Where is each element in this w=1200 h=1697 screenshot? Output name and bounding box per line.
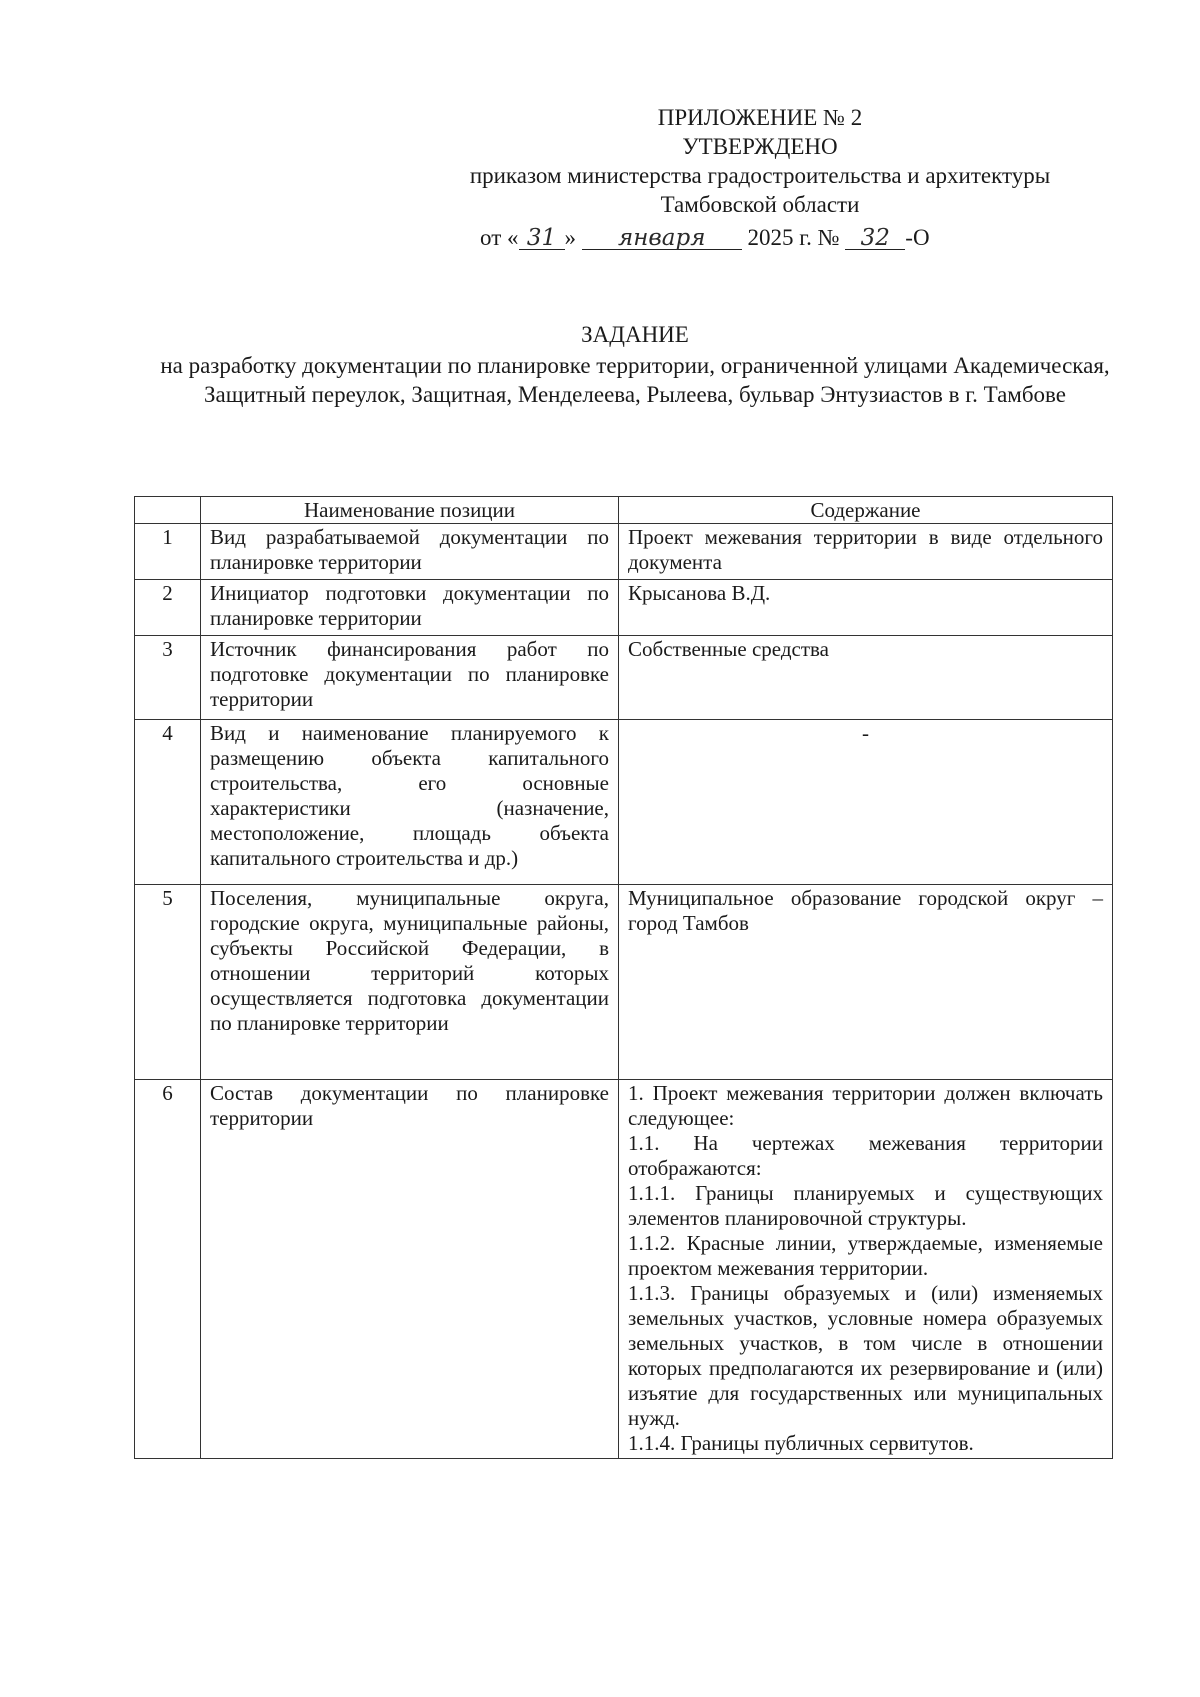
order-line-2: Тамбовской области [660,192,860,217]
order-suffix: -О [905,225,930,250]
order-date-line [380,223,1140,252]
approval-block [380,103,1140,252]
handwritten-month: января [582,227,742,250]
approved-label: УТВЕРЖДЕНО [682,134,838,159]
content-paragraph: 1.1. На чертежах межевания территории отображаются: [628,1131,1103,1180]
table-row [135,885,1113,1080]
table-row [135,580,1113,636]
table-row [135,1080,1113,1459]
content-paragraph: 1.1.3. Границы образуемых и (или) изменяемых земельных участков, условные номера образуемых земельных участков, в том числе в отношении которых предполагаются их резервирование и (или) изъятие для государственных или муниципальных нужд. [628,1281,1103,1430]
row-name: Инициатор подготовки документации по планировке территории [201,580,619,636]
row-name: Вид разрабатываемой документации по планировке территории [201,524,619,580]
row-name: Вид и наименование планируемого к размещению объекта капитального строительства, его основные характеристики (назначение, местоположение, площадь объекта капитального строительства и др.) [201,720,619,885]
row-number: 5 [135,885,201,1080]
content-paragraph: 1.1.4. Границы публичных сервитутов. [628,1431,974,1455]
table-header-row [135,497,1113,524]
order-line-1: приказом министерства градостроительства и архитектуры [469,163,1051,188]
row-name: Состав документации по планировке территории [201,1080,619,1459]
task-table [134,496,1113,1459]
content-paragraph: 1. Проект межевания территории должен включать следующее: [628,1081,1103,1130]
handwritten-day: 31 [519,227,565,250]
date-prefix: от « [480,225,519,250]
row-name: Источник финансирования работ по подготовке документации по планировке территории [201,636,619,720]
row-content: - [619,720,1113,885]
row-number: 3 [135,636,201,720]
document-subtitle: на разработку документации по планировке территории, ограниченной улицами Академическая, Защитный переулок, Защитная, Менделеева, Рылеева, бульвар Энтузиастов в г. Тамбове [160,353,1110,407]
row-number: 4 [135,720,201,885]
handwritten-order-number: 32 [845,227,905,250]
row-content [619,1080,1113,1459]
row-content: Проект межевания территории в виде отдельного документа [619,524,1113,580]
row-content: Муниципальное образование городской округ – город Тамбов [619,885,1113,1080]
table-row [135,720,1113,885]
content-paragraph: 1.1.2. Красные линии, утверждаемые, изменяемые проектом межевания территории. [628,1231,1103,1280]
header-number [135,497,201,524]
row-number: 1 [135,524,201,580]
appendix-label: ПРИЛОЖЕНИЕ № 2 [657,105,863,130]
table-row [135,636,1113,720]
header-name: Наименование позиции [201,497,619,524]
row-number: 2 [135,580,201,636]
row-name: Поселения, муниципальные округа, городские округа, муниципальные районы, субъекты Российской Федерации, в отношении территорий которых осуществляется подготовка документации по планировке территории [201,885,619,1080]
document-title: ЗАДАНИЕ [581,322,689,347]
row-number: 6 [135,1080,201,1459]
table-row [135,524,1113,580]
content-paragraph: 1.1.1. Границы планируемых и существующих элементов планировочной структуры. [628,1181,1103,1230]
date-year: 2025 г. № [747,225,840,250]
date-mid: » [564,225,576,250]
document-title-block [140,320,1130,409]
row-content: Крысанова В.Д. [619,580,1113,636]
header-content: Содержание [619,497,1113,524]
row-content: Собственные средства [619,636,1113,720]
